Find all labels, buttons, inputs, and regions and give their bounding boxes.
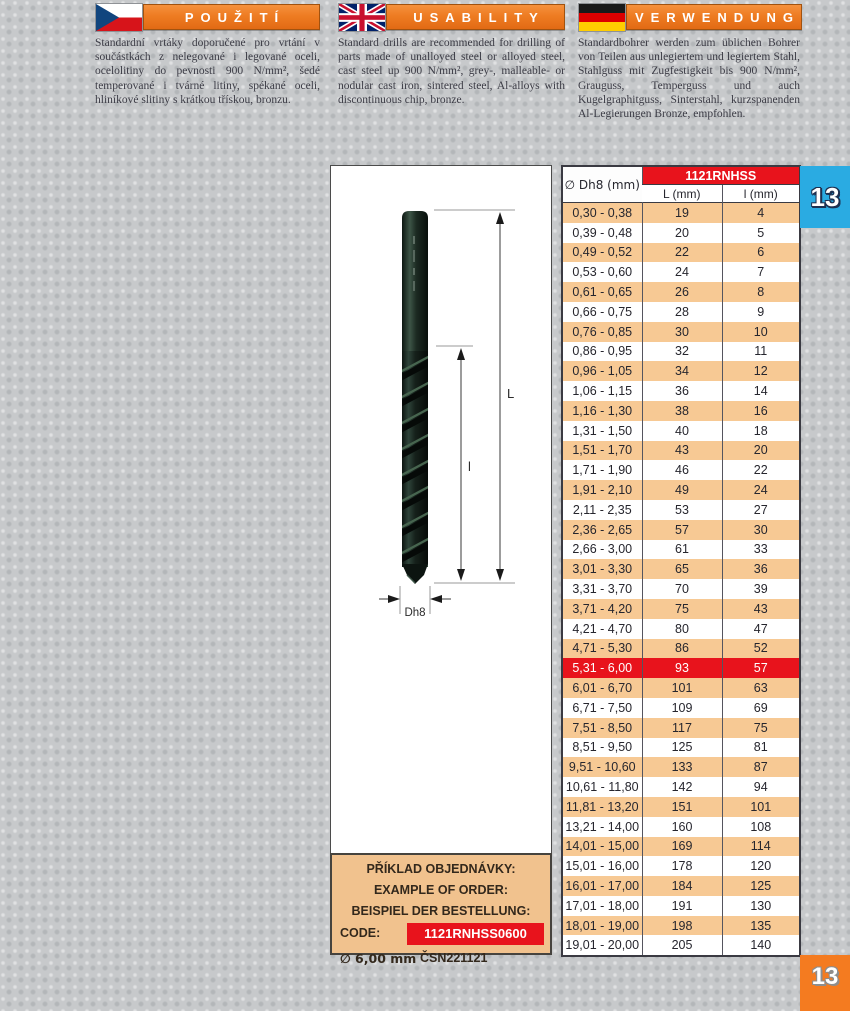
- table-cell: 0,30 - 0,38: [563, 203, 642, 223]
- table-cell: 0,66 - 0,75: [572, 304, 633, 319]
- order-standard: ČSN221121: [420, 951, 488, 965]
- flute-column-header: l (mm): [722, 185, 799, 203]
- table-cell: 1,31 - 1,50: [572, 423, 633, 438]
- table-cell: 38: [642, 401, 722, 421]
- table-cell: 27: [722, 500, 799, 520]
- order-example-box: [330, 853, 552, 966]
- table-cell: 20: [722, 441, 799, 461]
- table-row: [563, 619, 799, 639]
- table-cell: 46: [642, 460, 722, 480]
- table-cell: 14: [722, 381, 799, 401]
- size-table-body: [563, 203, 799, 956]
- size-table: [563, 167, 799, 955]
- table-cell: 13,21 - 14,00: [565, 819, 640, 834]
- table-cell: 2,36 - 2,65: [563, 520, 642, 540]
- table-cell: 18: [722, 421, 799, 441]
- table-row: [563, 678, 799, 698]
- table-cell: 191: [642, 896, 722, 916]
- drill-bit-illustration: [331, 166, 551, 854]
- table-row: [563, 718, 799, 738]
- table-cell: 61: [642, 540, 722, 560]
- table-cell: 120: [722, 856, 799, 876]
- order-line-cs: PŘÍKLAD OBJEDNÁVKY:: [366, 862, 516, 876]
- dim-length-line: [496, 212, 504, 581]
- table-cell: 19,01 - 20,00: [565, 938, 640, 953]
- table-cell: 70: [642, 579, 722, 599]
- table-cell: 0,49 - 0,52: [563, 243, 642, 263]
- table-cell: 3,71 - 4,20: [563, 599, 642, 619]
- product-code-header: 1121RNHSS: [642, 167, 799, 185]
- table-cell: 135: [722, 916, 799, 936]
- drill-figure-panel: [330, 165, 552, 855]
- table-cell: 205: [642, 935, 722, 955]
- table-cell: 24: [642, 262, 722, 282]
- table-cell: 32: [642, 342, 722, 362]
- table-row: [563, 342, 799, 362]
- table-row: [563, 520, 799, 540]
- table-cell: 39: [722, 579, 799, 599]
- table-cell: 1,91 - 2,10: [563, 480, 642, 500]
- table-row: [563, 817, 799, 837]
- table-row: [563, 401, 799, 421]
- table-cell: 63: [722, 678, 799, 698]
- table-cell: 7: [722, 262, 799, 282]
- table-row: [563, 540, 799, 560]
- order-line-de: BEISPIEL DER BESTELLUNG:: [351, 904, 531, 918]
- table-cell: 0,61 - 0,65: [563, 282, 642, 302]
- table-row: [563, 896, 799, 916]
- table-cell: 24: [722, 480, 799, 500]
- table-cell: 40: [642, 421, 722, 441]
- table-cell: 34: [642, 361, 722, 381]
- table-row: [563, 361, 799, 381]
- size-table-wrap: [561, 165, 801, 957]
- dim-diameter-label: Dh8: [404, 607, 426, 619]
- table-cell: 65: [642, 559, 722, 579]
- table-cell: 6,71 - 7,50: [572, 700, 633, 715]
- table-row: [563, 738, 799, 758]
- table-cell: 69: [722, 698, 799, 718]
- section-title-en: USABILITY: [386, 4, 565, 30]
- table-row: [563, 579, 799, 599]
- table-cell: 117: [642, 718, 722, 738]
- table-cell: 198: [642, 916, 722, 936]
- section-title-de: VERWENDUNG: [626, 4, 802, 30]
- table-cell: 14,01 - 15,00: [563, 837, 642, 857]
- table-row: [563, 203, 799, 223]
- table-cell: 22: [642, 243, 722, 263]
- diameter-column-header: ∅ Dh8 (mm): [563, 167, 642, 203]
- table-cell: 43: [722, 599, 799, 619]
- table-row: [563, 797, 799, 817]
- table-row: [563, 757, 799, 777]
- table-row: [563, 599, 799, 619]
- table-cell: 114: [722, 837, 799, 857]
- table-row: [563, 500, 799, 520]
- table-cell: 5,31 - 6,00: [563, 658, 642, 678]
- table-cell: 184: [642, 876, 722, 896]
- table-cell: 75: [642, 599, 722, 619]
- table-cell: 1,16 - 1,30: [563, 401, 642, 421]
- table-row: [563, 698, 799, 718]
- table-cell: 125: [642, 738, 722, 758]
- table-row: [563, 639, 799, 659]
- table-row: [563, 658, 799, 678]
- table-row: [563, 302, 799, 322]
- table-cell: 151: [642, 797, 722, 817]
- table-cell: 10: [722, 322, 799, 342]
- table-cell: 5: [722, 223, 799, 243]
- section-body-en: Standard drills are recommended for drilling of parts made of unalloyed steel or alloyed steel, cast steel up 900 N/mm², grey-, malleable- or nodular cast iron, sintered steel, Al-alloys with discontinuous chip, bronze.: [338, 37, 565, 106]
- table-cell: 15,01 - 16,00: [565, 859, 640, 874]
- table-cell: 101: [722, 797, 799, 817]
- table-cell: 3,01 - 3,30: [563, 559, 642, 579]
- table-cell: 16: [722, 401, 799, 421]
- table-cell: 169: [642, 837, 722, 857]
- table-cell: 81: [722, 738, 799, 758]
- table-row: [563, 460, 799, 480]
- table-row: [563, 223, 799, 243]
- table-cell: 75: [722, 718, 799, 738]
- table-cell: 43: [642, 441, 722, 461]
- table-cell: 9,51 - 10,60: [563, 757, 642, 777]
- section-body-cs: Standardní vrtáky doporučené pro vrtání v součástkách z nelegované i legované oceli, ocelolitiny do pevnosti 900 N/mm², šedé temperované i tvárné litiny, spékané oceli, hliníkové slitiny s krátkou třískou, bronzu.: [95, 37, 320, 106]
- table-cell: 80: [642, 619, 722, 639]
- table-cell: 142: [642, 777, 722, 797]
- table-cell: 2,11 - 2,35: [572, 502, 632, 517]
- table-cell: 1,51 - 1,70: [563, 441, 642, 461]
- table-cell: 0,53 - 0,60: [572, 265, 633, 280]
- section-title-cs: POUŽITÍ: [143, 4, 320, 30]
- table-cell: 86: [642, 639, 722, 659]
- table-cell: 49: [642, 480, 722, 500]
- table-row: [563, 441, 799, 461]
- table-cell: 160: [642, 817, 722, 837]
- table-cell: 6,01 - 6,70: [563, 678, 642, 698]
- section-body-de: Standardbohrer werden zum üblichen Bohrer von Teilen aus unlegiertem und legiertem Stahl, Stahlguss mit Zugfestigkeit bis 900 N/mm², Grauguss, Temperguss und auch Kugelgraphitguss, Sinterstahl, kurzspanenden Al-Legierungen Bronze, empfohlen.: [578, 37, 800, 121]
- table-row: [563, 480, 799, 500]
- table-cell: 36: [642, 381, 722, 401]
- length-column-header: L (mm): [642, 185, 722, 203]
- table-cell: 16,01 - 17,00: [563, 876, 642, 896]
- chapter-tab: 13: [800, 166, 850, 228]
- table-cell: 7,51 - 8,50: [563, 718, 642, 738]
- page-number: 13: [800, 955, 850, 1011]
- table-cell: 4,71 - 5,30: [563, 639, 642, 659]
- table-cell: 22: [722, 460, 799, 480]
- table-row: [563, 856, 799, 876]
- table-cell: 30: [722, 520, 799, 540]
- table-cell: 108: [722, 817, 799, 837]
- table-row: [563, 935, 799, 955]
- czech-flag-icon: [95, 3, 143, 32]
- table-cell: 57: [722, 658, 799, 678]
- table-cell: 8,51 - 9,50: [572, 740, 633, 755]
- order-diameter: ∅ 6,00 mm: [340, 951, 417, 966]
- table-cell: 53: [642, 500, 722, 520]
- table-cell: 19: [642, 203, 722, 223]
- table-row: [563, 381, 799, 401]
- drill-tip: [402, 564, 428, 584]
- uk-flag-icon: [338, 3, 386, 32]
- table-cell: 130: [722, 896, 799, 916]
- dim-flute-label: l: [468, 459, 471, 474]
- table-cell: 178: [642, 856, 722, 876]
- table-row: [563, 322, 799, 342]
- order-code-value: 1121RNHSS0600: [407, 923, 544, 945]
- order-line-en: EXAMPLE OF ORDER:: [373, 883, 509, 897]
- table-cell: 0,39 - 0,48: [572, 225, 633, 240]
- table-cell: 0,86 - 0,95: [572, 344, 633, 359]
- table-cell: 3,31 - 3,70: [572, 582, 633, 597]
- table-cell: 2,66 - 3,00: [572, 542, 633, 557]
- table-cell: 8: [722, 282, 799, 302]
- order-code-row: [332, 923, 550, 947]
- table-row: [563, 876, 799, 896]
- table-cell: 17,01 - 18,00: [565, 898, 640, 913]
- table-row: [563, 916, 799, 936]
- order-code-label: CODE:: [340, 926, 381, 940]
- table-cell: 0,76 - 0,85: [563, 322, 642, 342]
- table-cell: 30: [642, 322, 722, 342]
- table-cell: 109: [642, 698, 722, 718]
- table-cell: 101: [642, 678, 722, 698]
- table-cell: 47: [722, 619, 799, 639]
- table-cell: 1,71 - 1,90: [572, 463, 633, 478]
- table-cell: 1,06 - 1,15: [572, 384, 633, 399]
- table-cell: 36: [722, 559, 799, 579]
- table-cell: 12: [722, 361, 799, 381]
- table-cell: 33: [722, 540, 799, 560]
- table-cell: 26: [642, 282, 722, 302]
- table-cell: 57: [642, 520, 722, 540]
- table-cell: 18,01 - 19,00: [563, 916, 642, 936]
- table-cell: 20: [642, 223, 722, 243]
- table-row: [563, 777, 799, 797]
- table-cell: 9: [722, 302, 799, 322]
- table-row: [563, 282, 799, 302]
- table-row: [563, 559, 799, 579]
- table-cell: 11: [722, 342, 799, 362]
- table-cell: 0,96 - 1,05: [563, 361, 642, 381]
- dim-length-label: L: [507, 386, 515, 401]
- table-row: [563, 421, 799, 441]
- table-row: [563, 262, 799, 282]
- table-cell: 125: [722, 876, 799, 896]
- table-cell: 6: [722, 243, 799, 263]
- table-row: [563, 837, 799, 857]
- table-cell: 10,61 - 11,80: [565, 780, 639, 794]
- german-flag-icon: [578, 3, 626, 32]
- table-cell: 28: [642, 302, 722, 322]
- table-row: [563, 243, 799, 263]
- table-cell: 93: [642, 658, 722, 678]
- table-cell: 4,21 - 4,70: [572, 621, 633, 636]
- table-cell: 87: [722, 757, 799, 777]
- table-cell: 94: [722, 777, 799, 797]
- table-cell: 4: [722, 203, 799, 223]
- dim-flute-line: [457, 348, 465, 581]
- drill-flutes: [402, 351, 428, 567]
- table-cell: 133: [642, 757, 722, 777]
- table-cell: 52: [722, 639, 799, 659]
- table-cell: 140: [722, 935, 799, 955]
- table-cell: 11,81 - 13,20: [563, 797, 642, 817]
- order-spec-row: [332, 949, 550, 971]
